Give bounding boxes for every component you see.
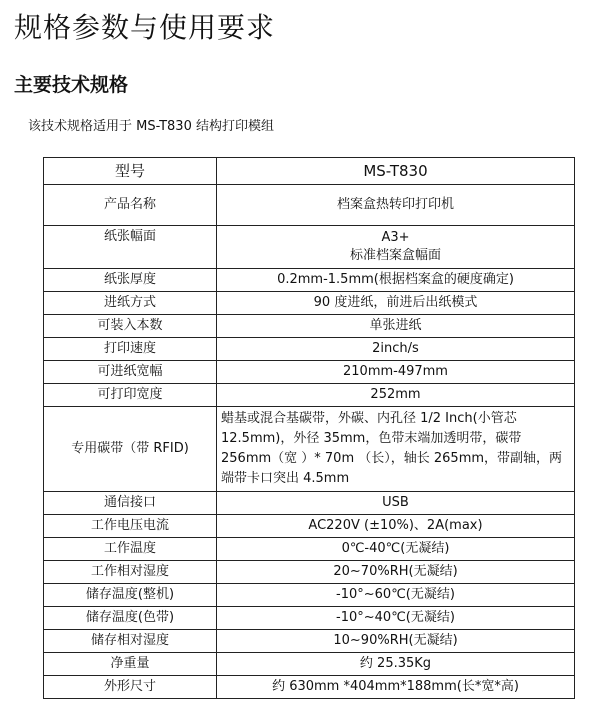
row-value: 0.2mm-1.5mm(根据档案盒的硬度确定): [217, 269, 575, 292]
table-row: [44, 292, 575, 315]
table-row: [44, 515, 575, 538]
table-row: [44, 676, 575, 699]
row-value: 2inch/s: [217, 338, 575, 361]
row-label: 纸张厚度: [44, 269, 217, 292]
row-value: -10°~60℃(无凝结): [217, 584, 575, 607]
row-value: 90 度进纸，前进后出纸模式: [217, 292, 575, 315]
table-row: [44, 407, 575, 492]
row-value: 档案盒热转印打印机: [217, 185, 575, 226]
section-title: 主要技术规格: [14, 74, 129, 96]
row-value: 210mm-497mm: [217, 361, 575, 384]
table-row: [44, 269, 575, 292]
row-label: 产品名称: [44, 185, 217, 226]
header-value: MS-T830: [217, 158, 575, 185]
table-row: [44, 338, 575, 361]
table-header-row: [44, 158, 575, 185]
row-label: 纸张幅面: [44, 226, 217, 269]
row-label: 可装入本数: [44, 315, 217, 338]
row-value: 10~90%RH(无凝结): [217, 630, 575, 653]
row-value: 20~70%RH(无凝结): [217, 561, 575, 584]
header-label: 型号: [44, 158, 217, 185]
table-row: [44, 584, 575, 607]
spec-table: [43, 157, 575, 699]
row-label: 进纸方式: [44, 292, 217, 315]
row-value: [217, 226, 575, 269]
row-value: -10°~40℃(无凝结): [217, 607, 575, 630]
row-label: 通信接口: [44, 492, 217, 515]
table-row: [44, 226, 575, 269]
table-row: [44, 315, 575, 338]
table-row: [44, 607, 575, 630]
row-value: 蜡基或混合基碳带，外碳、内孔径 1/2 Inch(小管芯 12.5mm)，外径 35mm，色带末端加透明带，碳带 256mm（宽 ）* 70m （长），轴长 265mm，带副轴，两端带卡口突出 4.5mm: [217, 407, 575, 492]
table-row: [44, 630, 575, 653]
row-value: 252mm: [217, 384, 575, 407]
row-label: 打印速度: [44, 338, 217, 361]
row-label: 外形尺寸: [44, 676, 217, 699]
row-label: 工作温度: [44, 538, 217, 561]
row-value: 0℃-40℃(无凝结): [217, 538, 575, 561]
row-value: USB: [217, 492, 575, 515]
row-value: AC220V (±10%)、2A(max): [217, 515, 575, 538]
row-label: 净重量: [44, 653, 217, 676]
row-value: 单张进纸: [217, 315, 575, 338]
table-row: [44, 538, 575, 561]
row-label: 工作电压电流: [44, 515, 217, 538]
row-label: 储存温度(整机): [44, 584, 217, 607]
table-row: [44, 653, 575, 676]
row-value: 约 630mm *404mm*188mm(长*宽*高): [217, 676, 575, 699]
row-value-line: A3+: [381, 229, 410, 245]
row-label: 储存相对湿度: [44, 630, 217, 653]
intro-text: 该技术规格适用于 MS-T830 结构打印模组: [28, 119, 274, 134]
row-label: 可进纸宽幅: [44, 361, 217, 384]
row-label: 工作相对湿度: [44, 561, 217, 584]
table-row: [44, 561, 575, 584]
page-title: 规格参数与使用要求: [14, 11, 276, 44]
row-value-line: 标准档案盒幅面: [349, 247, 441, 263]
table-row: [44, 384, 575, 407]
row-label: 储存温度(色带): [44, 607, 217, 630]
row-label: 可打印宽度: [44, 384, 217, 407]
table-row: [44, 361, 575, 384]
row-label: 专用碳带（带 RFID): [44, 407, 217, 492]
row-value: 约 25.35Kg: [217, 653, 575, 676]
table-row: [44, 185, 575, 226]
table-row: [44, 492, 575, 515]
